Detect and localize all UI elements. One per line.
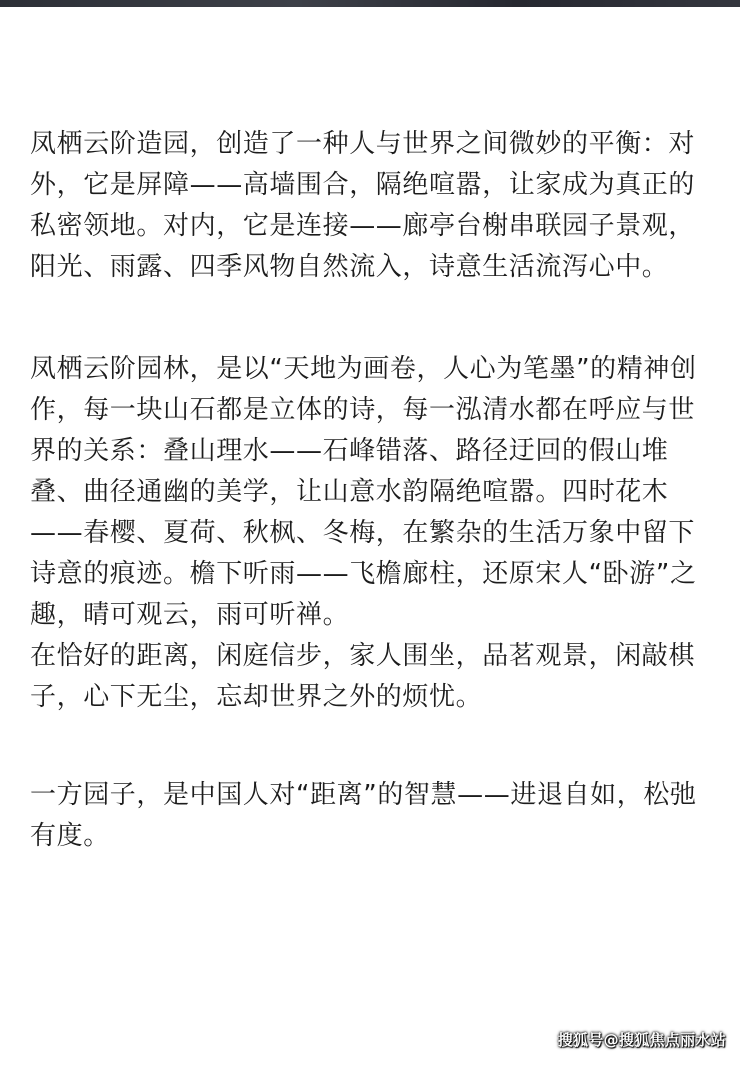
paragraph-distance-wisdom: 一方园子，是中国人对“距离”的智慧——进退自如，松弛有度。: [30, 780, 697, 851]
article-body: [30, 124, 720, 857]
paragraph-spacer: [30, 718, 720, 775]
paragraph-garden-poetry: 凤栖云阶园林，是以“天地为画卷，人心为笔墨”的精神创作，每一块山石都是立体的诗，每一泓清水都在呼应与世界的关系：叠山理水——石峰错落、路径迂回的假山堆叠、曲径通幽的美学，让山意水韵隔绝喧嚣。四时花木——春樱、夏荷、秋枫、冬梅，在繁杂的生活万象中留下诗意的痕迹。檐下听雨——飞檐廊柱，还原宋人“卧游”之趣，晴可观云，雨可听禅。: [30, 354, 697, 630]
top-image-strip: [0, 0, 740, 7]
source-watermark: 搜狐号@搜狐焦点丽水站: [557, 1031, 726, 1049]
paragraph-garden-balance: 凤栖云阶造园，创造了一种人与世界之间微妙的平衡：对外，它是屏障——高墙围合，隔绝喧嚣，让家成为真正的私密领地。对内，它是连接——廊亭台榭串联园子景观，阳光、雨露、四季风物自然流入，诗意生活流泻心中。: [30, 129, 696, 282]
paragraph-leisure: 在恰好的距离，闲庭信步，家人围坐，品茗观景，闲敲棋子，心下无尘，忘却世界之外的烦忧。: [30, 641, 696, 712]
paragraph-spacer: [30, 288, 720, 349]
